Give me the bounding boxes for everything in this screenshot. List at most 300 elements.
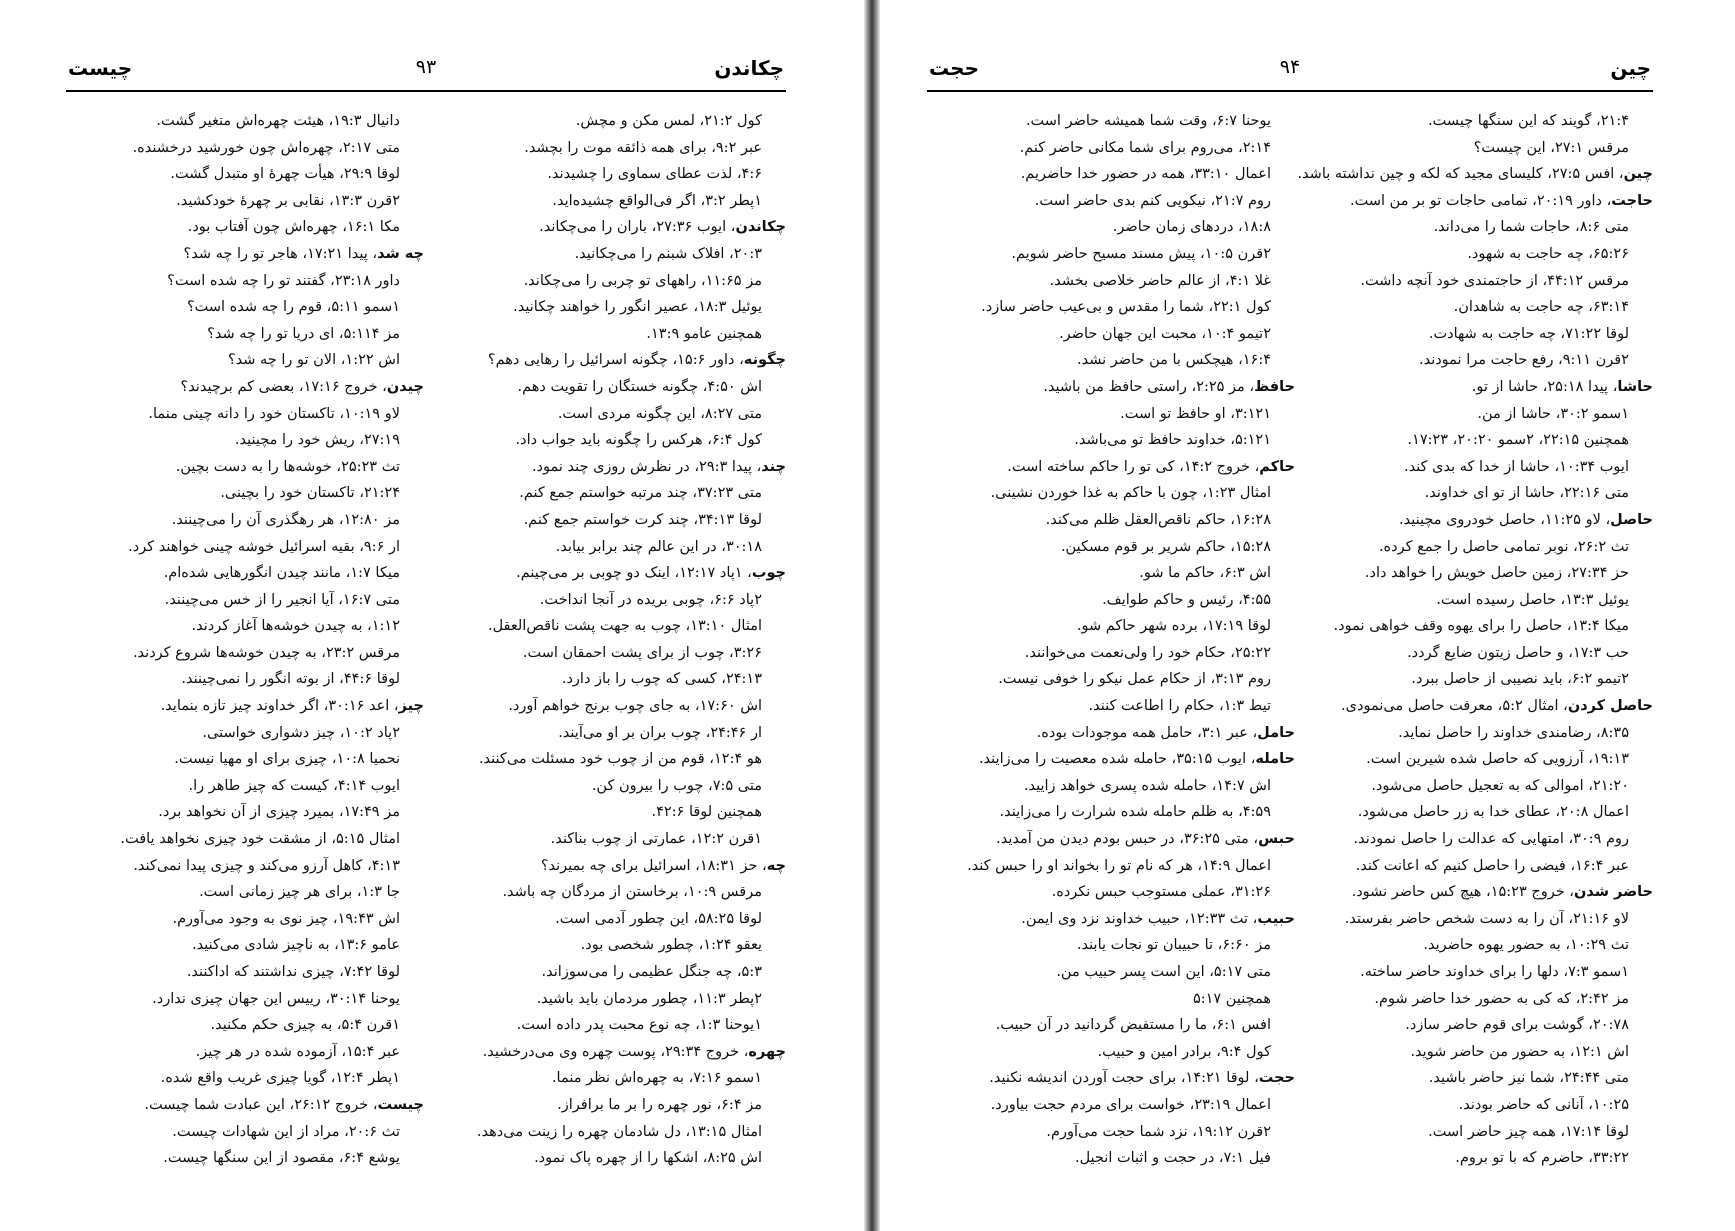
entry-line <box>1313 826 1653 853</box>
entry-text: نحمیا ۱۰:۸، چیزی برای او مهیا نیست. <box>174 751 400 768</box>
entry-text: متی ۲۴:۴۴، شما نیز حاضر باشید. <box>1428 1070 1629 1087</box>
entry-text: ۵:۳، چه جنگل عظیمی را می‌سوزاند. <box>541 964 762 980</box>
entry-text: عبر ۱۶:۴، فیضی را حاصل کنیم که اعانت کند. <box>1355 857 1629 874</box>
entry-text: ، ایوب ۳۵:۱۵، حامله شده معصیت را می‌زایند. <box>978 751 1256 768</box>
entry-text: ار ۲۴:۴۶، چوب بران بر او می‌آیند. <box>558 724 762 741</box>
entry-text: روم ۳:۱۳، از حکام عمل نیکو را خوفی نیست. <box>998 671 1271 688</box>
entry-text: ۲۴:۱۳، کسی که چوب را باز دارد. <box>561 671 762 688</box>
entry-line <box>1313 135 1653 162</box>
entry-text: ۲۱:۲۴، تاکستان خود را بچینی. <box>220 485 400 502</box>
entry-text: تث ۲۰:۶، مراد از این شهادات چیست. <box>172 1123 400 1140</box>
entry-line <box>1313 108 1653 135</box>
entry-text: ۵:۱۲۱، خداوند حافظ تو می‌باشد. <box>1074 432 1271 449</box>
entry-line <box>84 321 424 348</box>
entry-line <box>950 640 1295 667</box>
entry-line <box>84 773 424 800</box>
entry-text: یوحنا ۶:۷، وقت شما همیشه حاضر است. <box>1025 113 1271 129</box>
entry-line <box>84 1119 424 1146</box>
entry-headword-line <box>950 826 1295 853</box>
entry-line <box>1313 640 1653 667</box>
left-page-column-2 <box>84 108 424 1168</box>
entry-text: ۱قرن ۵:۴، به چیزی حکم مکنید. <box>210 1017 400 1034</box>
entry-line <box>950 1092 1295 1119</box>
entry-line <box>1313 480 1653 507</box>
entry-text: ، لاو ۱۱:۲۵، حاصل خودروی مچینید. <box>1399 511 1611 528</box>
entry-line <box>1313 932 1653 959</box>
entry-line <box>84 746 424 773</box>
entry-line <box>84 587 424 614</box>
entry-text: ۱یوحنا ۱:۳، چه نوع محبت پدر داده است. <box>516 1017 762 1034</box>
entry-text: اش ۱۴:۷، حامله شده پسری خواهد زایید. <box>1023 777 1271 794</box>
headword: چه <box>766 857 786 874</box>
entry-line <box>1313 986 1653 1013</box>
entry-text: یعقو ۱:۲۴، چطور شخصی بود. <box>580 937 762 954</box>
entry-line <box>446 879 786 906</box>
entry-text: ایوب ۴:۱۴، کیست که چیز طاهر را. <box>188 777 400 794</box>
entry-line <box>446 188 786 215</box>
entry-line <box>950 268 1295 295</box>
entry-text: ۳۱:۲۶، عملی مستوجب حبس نکرده. <box>1051 884 1271 901</box>
entry-text: مز ۱۷:۴۹، بمیرد چیزی از آن نخواهد برد. <box>158 804 400 821</box>
entry-text: متی ۳۷:۲۳، چند مرتبه خواستم جمع کنم. <box>519 485 762 502</box>
entry-line <box>84 108 424 135</box>
entry-line <box>84 161 424 188</box>
entry-line <box>1313 241 1653 268</box>
entry-text: جا ۱:۳، برای هر چیز زمانی است. <box>199 884 400 901</box>
right-page <box>880 0 1735 1231</box>
entry-text: ، افس ۲۷:۵، کلیسای مجید که لکه و چین نداشته باشد. <box>1297 166 1624 183</box>
entry-text: ۱سمو ۵:۱۱، قوم را چه شده است؟ <box>186 299 400 316</box>
headword: حامل <box>1257 724 1295 741</box>
entry-text: ۳:۱۲۱، او حافظ تو است. <box>1120 405 1271 422</box>
entry-line <box>1313 746 1653 773</box>
headword: حاکم <box>1259 458 1295 475</box>
entry-line <box>950 108 1295 135</box>
headword: چیز <box>398 698 424 715</box>
entry-text: ۱پطر ۳:۲، اگر فی‌الواقع چشیده‌اید. <box>552 192 762 209</box>
entry-line <box>446 108 786 135</box>
entry-line <box>1313 1065 1653 1092</box>
entry-text: متی ۸:۲۷، این چگونه مردی است. <box>557 405 762 422</box>
entry-text: ۴:۵۹، به ظلم حامله شده شرارت را می‌زایند. <box>999 804 1271 821</box>
entry-text: متی ۲۲:۱۶، حاشا از تو ای خداوند. <box>1424 485 1629 502</box>
entry-text: اش ۱۹:۴۳، چیز نوی به وجود می‌آورم. <box>172 910 400 927</box>
entry-headword-line <box>1313 374 1653 401</box>
entry-headword-line <box>1313 693 1653 720</box>
entry-text: عبر ۹:۲، برای همه ذائقه موت را بچشد. <box>524 139 762 156</box>
entry-line <box>1313 720 1653 747</box>
entry-text: ۱۶:۲۸، حاکم ناقص‌العقل ظلم می‌کند. <box>1045 511 1271 528</box>
entry-line <box>1313 268 1653 295</box>
entry-line <box>1313 1092 1653 1119</box>
headword: چه شد <box>377 245 424 262</box>
entry-text: ، مز ۲:۲۵، راستی حافظ من باشید. <box>1043 378 1255 395</box>
entry-text: ۱۶:۴، هیچکس با من حاضر نشد. <box>1077 352 1271 369</box>
entry-line <box>950 480 1295 507</box>
entry-text: روم ۲۱:۷، نیکویی کنم بدی حاضر است. <box>1034 192 1271 209</box>
entry-line <box>950 401 1295 428</box>
entry-text: همچنین لوقا ۴۲:۶. <box>651 804 762 821</box>
headword: حافظ <box>1254 378 1295 395</box>
entry-line <box>446 640 786 667</box>
entry-text: مرقس ۴۴:۱۲، از حاجتمندی خود آنچه داشت. <box>1360 272 1629 289</box>
entry-text: مز ۱۲:۸۰، هر رهگذری آن را می‌چینند. <box>171 511 400 528</box>
entry-text: ، خروج ۱۷:۱۶، بعضی کم برچیدند؟ <box>180 378 387 395</box>
entry-headword-line <box>446 1039 786 1066</box>
entry-line <box>84 560 424 587</box>
entry-line <box>950 666 1295 693</box>
entry-line <box>84 826 424 853</box>
entry-headword-line <box>950 374 1295 401</box>
entry-line <box>950 853 1295 880</box>
entry-headword-line <box>84 693 424 720</box>
entry-text: همچنین ۵:۱۷ <box>1192 990 1271 1007</box>
entry-text: لوقا ۲۹:۹، هیأت چهرهٔ او متبدل گشت. <box>170 166 400 183</box>
entry-line <box>950 773 1295 800</box>
entry-line <box>84 640 424 667</box>
entry-line <box>446 374 786 401</box>
entry-line <box>446 1119 786 1146</box>
entry-text: ، تث ۱۲:۳۳، حبیب خداوند نزد وی ایمن. <box>1021 910 1258 927</box>
entry-text: متی ۵:۱۷، این است پسر حبیب من. <box>1056 964 1271 980</box>
entry-line <box>1313 294 1653 321</box>
entry-headword-line <box>84 374 424 401</box>
book-gutter <box>864 0 880 1231</box>
header-last-word: چیست <box>68 56 133 80</box>
headword: چیدن <box>386 378 424 395</box>
entry-text: ، داور ۲۰:۱۹، تمامی حاجات تو بر من است. <box>1350 192 1612 209</box>
entry-line <box>1313 454 1653 481</box>
entry-text: عبر ۱۵:۴، آزموده شده در هر چیز. <box>195 1043 400 1060</box>
entry-text: ۱سمو ۷:۳، دلها را برای خداوند حاضر ساخته. <box>1360 964 1629 980</box>
entry-line <box>84 986 424 1013</box>
entry-text: لوقا ۷:۴۲، چیزی نداشتند که اداکنند. <box>186 964 400 980</box>
entry-text: ، لوقا ۱۴:۲۱، برای حجت آوردن اندیشه نکنید. <box>989 1070 1259 1087</box>
entry-text: ۲قرن ۹:۱۱، رفع حاجت مرا نمودند. <box>1418 352 1629 369</box>
entry-text: ۲قرن ۱۰:۵، پیش مسند مسیح حاضر شویم. <box>1011 245 1271 262</box>
entry-text: مز ۶:۶۰، تا حبیبان تو نجات یابند. <box>1076 937 1271 954</box>
entry-text: متی ۱۶:۷، آیا انجیر را از خس می‌چینند. <box>164 591 400 608</box>
entry-line <box>950 587 1295 614</box>
headword: چیست <box>377 1096 424 1113</box>
entry-line <box>446 693 786 720</box>
headword: حجت <box>1258 1070 1295 1087</box>
entry-text: امثال ۵:۱۵، از مشقت خود چیزی نخواهد یافت. <box>120 831 400 848</box>
entry-text: داور ۲۳:۱۸، گفتند تو را چه شده است؟ <box>167 272 400 289</box>
entry-line <box>446 932 786 959</box>
entry-line <box>446 480 786 507</box>
entry-text: مز ۱۱:۶۵، راههای تو چربی را می‌چکاند. <box>523 272 762 289</box>
entry-text: اش ۱۷:۶۰، به جای چوب برنج خواهم آورد. <box>508 698 762 715</box>
entry-headword-line <box>950 1065 1295 1092</box>
entry-text: اعمال ۱۴:۹، هر که نام تو را بخواند او را حبس کند. <box>967 857 1271 874</box>
entry-line <box>1313 560 1653 587</box>
entry-line <box>446 799 786 826</box>
page-number: ۹۳ <box>415 56 437 78</box>
entry-line <box>446 986 786 1013</box>
entry-text: ۳۰:۱۸، در این عالم چند برابر بیابد. <box>555 538 762 555</box>
entry-text: ۲قرن ۱۹:۱۲، نزد شما حجت می‌آورم. <box>1046 1123 1271 1140</box>
entry-text: اش ۴:۵۰، چگونه خستگان را تقویت دهم. <box>517 378 762 395</box>
entry-line <box>950 986 1295 1013</box>
entry-text: لوقا ۱۷:۱۴، همه چیز حاضر است. <box>1428 1123 1629 1140</box>
entry-line <box>1313 347 1653 374</box>
entry-line <box>84 268 424 295</box>
entry-text: ، متی ۳۶:۲۵، در حبس بودم دیدن من آمدید. <box>996 831 1259 848</box>
entry-line <box>446 507 786 534</box>
entry-text: ۱سمو ۳۰:۲، حاشا از من. <box>1477 405 1629 422</box>
entry-text: تث ۱۰:۲۹، به حضور یهوه حاضرید. <box>1423 937 1629 954</box>
entry-text: ۱۸:۸، دردهای زمان حاضر. <box>1112 219 1271 236</box>
entry-text: ۲۷:۱۹، ریش خود را مچینید. <box>234 432 400 449</box>
entry-line <box>446 534 786 561</box>
headword: حامله <box>1255 751 1295 768</box>
entry-headword-line <box>950 454 1295 481</box>
entry-text: روم ۳۰:۹، امتهایی که عدالت را حاصل نمودند. <box>1353 831 1629 848</box>
entry-text: ۴:۶، لذت عطای سماوی را چشیدند. <box>547 166 762 183</box>
entry-text: اعمال ۳۳:۱۰، همه در حضور خدا حاضریم. <box>1020 166 1271 183</box>
entry-text: کول ۹:۴، برادر امین و حبیب. <box>1097 1043 1271 1060</box>
entry-text: ۲۰:۳، افلاک شبنم را می‌چکانید. <box>574 245 762 262</box>
entry-text: ۳۳:۲۲، حاضرم که با تو بروم. <box>1455 1150 1629 1167</box>
entry-text: اش ۶:۳، حاکم ما شو. <box>1139 565 1271 582</box>
entry-line <box>446 613 786 640</box>
entry-line <box>446 401 786 428</box>
entry-text: عامو ۱۳:۶، به ناچیز شادی می‌کنید. <box>191 937 400 954</box>
entry-text: حب ۱۷:۳، و حاصل زیتون ضایع گردد. <box>1407 644 1629 661</box>
entry-line <box>446 161 786 188</box>
entry-line <box>84 347 424 374</box>
entry-line <box>950 613 1295 640</box>
entry-text: افس ۶:۱، ما را مستفیض گردانید در آن حبیب. <box>995 1017 1271 1034</box>
header-first-word: چین <box>1610 56 1651 80</box>
entry-text: متی ۲:۱۷، چهره‌اش چون خورشید درخشنده. <box>132 139 400 156</box>
entry-text: ۲پطر ۱۱:۳، چطور مردمان باید باشید. <box>536 990 762 1007</box>
entry-text: تیط ۱:۳، حکام را اطاعت کنند. <box>1088 698 1271 715</box>
entry-line <box>446 1065 786 1092</box>
entry-line <box>446 773 786 800</box>
headword: چکاندن <box>735 219 786 236</box>
entry-text: مز ۲:۴۲، که کی به حضور خدا حاضر شوم. <box>1374 990 1629 1007</box>
entry-line <box>950 1145 1295 1172</box>
entry-text: متی ۷:۵، چوب را بیرون کن. <box>591 777 762 794</box>
entry-text: کول ۲۱:۲، لمس مکن و مچش. <box>575 113 762 129</box>
entry-headword-line <box>950 746 1295 773</box>
entry-line <box>446 1012 786 1039</box>
entry-line <box>1313 427 1653 454</box>
entry-headword-line <box>1297 161 1653 188</box>
entry-line <box>950 214 1295 241</box>
entry-line <box>1313 587 1653 614</box>
entry-text: ۶۵:۲۶، چه حاجت به شهود. <box>1467 245 1629 262</box>
entry-text: مرقس ۱۰:۹، برخاستن از مردگان چه باشد. <box>502 884 762 901</box>
entry-line <box>950 427 1295 454</box>
entry-line <box>84 534 424 561</box>
entry-text: ۸:۳۵، رضامندی خداوند را حاصل نماید. <box>1398 724 1629 741</box>
entry-headword-line <box>84 241 424 268</box>
entry-text: غلا ۴:۱، از عالم حاضر خلاصی بخشد. <box>1049 272 1271 289</box>
entry-text: ۲۰:۷۸، گوشت برای قوم حاضر سازد. <box>1405 1017 1629 1034</box>
entry-line <box>446 321 786 348</box>
entry-text: یوشع ۶:۴، مقصود از این سنگها چیست. <box>163 1150 400 1167</box>
entry-line <box>950 347 1295 374</box>
entry-text: ۱پطر ۱۲:۴، گویا چیزی غریب واقع شده. <box>160 1070 400 1087</box>
entry-text: متی ۸:۶، حاجات شما را می‌داند. <box>1433 219 1629 236</box>
entry-line <box>84 1039 424 1066</box>
entry-line <box>84 959 424 986</box>
entry-text: ار ۹:۶، بقیه اسرائیل خوشه چینی خواهند کرد. <box>128 538 400 555</box>
entry-text: لاو ۲۱:۱۶، آن را به دست شخص حاضر بفرستد. <box>1344 910 1629 927</box>
entry-text: ، خروج ۲۶:۱۲، این عبادت شما چیست. <box>144 1096 378 1113</box>
entry-line <box>84 932 424 959</box>
headword: چوب <box>751 565 786 582</box>
headword: حاجت <box>1611 192 1653 209</box>
entry-text: اش ۱:۲۲، الان تو را چه شد؟ <box>227 352 400 369</box>
headword: چند <box>761 458 786 475</box>
entry-text: ۳:۲۶، چوب از برای پشت احمقان است. <box>522 644 762 661</box>
headword: حاصل <box>1610 511 1653 528</box>
entry-text: ۲۵:۲۲، حکام خود را ولی‌نعمت می‌خوانند. <box>1024 644 1271 661</box>
entry-line <box>84 294 424 321</box>
entry-headword-line <box>84 1092 424 1119</box>
entry-line <box>84 853 424 880</box>
entry-line <box>950 932 1295 959</box>
entry-text: کول ۲۲:۱، شما را مقدس و بی‌عیب حاضر سازد. <box>981 299 1271 316</box>
entry-text: ۴:۵۵، رئیس و حاکم طوایف. <box>1102 591 1271 608</box>
entry-line <box>84 879 424 906</box>
entry-text: دانیال ۱۹:۳، هیئت چهره‌اش متغیر گشت. <box>156 113 400 129</box>
entry-line <box>446 666 786 693</box>
entry-line <box>84 906 424 933</box>
entry-line <box>84 480 424 507</box>
entry-text: لوقا ۷۱:۲۲، چه حاجت به شهادت. <box>1428 325 1629 342</box>
entry-text: لوقا ۴۴:۶، از بوته انگور را نمی‌چینند. <box>181 671 400 688</box>
entry-line <box>84 1012 424 1039</box>
entry-line <box>950 560 1295 587</box>
entry-line <box>950 879 1295 906</box>
entry-line <box>950 188 1295 215</box>
entry-headword-line <box>950 906 1295 933</box>
entry-text: یوحنا ۳۰:۱۴، رییس این جهان چیزی ندارد. <box>152 990 400 1007</box>
entry-line <box>446 294 786 321</box>
entry-headword-line <box>1313 188 1653 215</box>
entry-line <box>1313 613 1653 640</box>
entry-line <box>1313 906 1653 933</box>
entry-line <box>446 746 786 773</box>
entry-line <box>950 321 1295 348</box>
entry-text: لوقا ۳۴:۱۳، چند کرت خواستم جمع کنم. <box>523 511 762 528</box>
left-page <box>0 0 864 1231</box>
headword: چهره <box>748 1043 786 1060</box>
entry-text: اش ۸:۲۵، اشکها را از چهره پاک نمود. <box>534 1150 762 1167</box>
entry-headword-line <box>446 560 786 587</box>
entry-text: حز ۲۷:۳۴، زمین حاصل خویش را خواهد داد. <box>1364 565 1629 582</box>
entry-headword-line <box>446 454 786 481</box>
entry-line <box>84 613 424 640</box>
entry-line <box>1313 1145 1653 1172</box>
entry-text: لوقا ۵۸:۲۵، این چطور آدمی است. <box>555 910 762 927</box>
entry-line <box>1313 1039 1653 1066</box>
entry-line <box>1313 666 1653 693</box>
entry-line <box>1313 799 1653 826</box>
entry-line <box>84 427 424 454</box>
entry-line <box>84 720 424 747</box>
headword: چگونه <box>743 352 786 369</box>
entry-text: مرقس ۲۳:۲، به چیدن خوشه‌ها شروع کردند. <box>132 644 400 661</box>
right-page-column-2 <box>950 108 1295 1168</box>
entry-line <box>1313 853 1653 880</box>
entry-text: ، پیدا ۱۷:۲۱، هاجر تو را چه شد؟ <box>183 245 378 262</box>
entry-text: تث ۲۵:۲۳، خوشه‌ها را به دست بچین. <box>175 458 400 475</box>
headword: حبس <box>1258 831 1295 848</box>
entry-text: ۲پاد ۱۰:۲، چیز دشواری خواستی. <box>202 724 400 741</box>
entry-line <box>1313 959 1653 986</box>
entry-text: لاو ۱۰:۱۹، تاکستان خود را دانه چینی منما. <box>148 405 400 422</box>
entry-line <box>950 507 1295 534</box>
entry-text: ۱۰:۲۵، آنانی که حاضر بودند. <box>1458 1096 1629 1113</box>
entry-text: فیل ۷:۱، در حجت و اثبات انجیل. <box>1074 1150 1271 1167</box>
left-page-column-1 <box>446 108 786 1168</box>
entry-text: ۲پاد ۶:۶، چوبی بریده در آنجا انداخت. <box>539 591 762 608</box>
entry-text: ۱سمو ۷:۱۶، به چهره‌اش نظر منما. <box>551 1070 762 1087</box>
entry-line <box>1313 773 1653 800</box>
entry-text: ایوب ۱۰:۳۴، حاشا از خدا که بدی کند. <box>1404 458 1629 475</box>
entry-text: یوئیل ۱۳:۳، حاصل رسیده است. <box>1436 591 1629 608</box>
entry-line <box>446 241 786 268</box>
entry-text: ۱۵:۲۸، حاکم شریر بر قوم مسکین. <box>1060 538 1271 555</box>
entry-text: مکا ۱۶:۱، چهره‌اش چون آفتاب بود. <box>187 219 400 236</box>
entry-line <box>84 135 424 162</box>
entry-text: ۶۳:۱۴، چه حاجت به شاهدان. <box>1453 299 1629 316</box>
headword: چین <box>1623 166 1653 183</box>
entry-line <box>446 268 786 295</box>
entry-line <box>446 1092 786 1119</box>
entry-line <box>84 1065 424 1092</box>
entry-text: ، داور ۱۵:۶، چگونه اسرائیل را رهایی دهم؟ <box>487 352 744 369</box>
entry-line <box>950 693 1295 720</box>
entry-text: هو ۱۲:۴، قوم من از چوب خود مسئلت می‌کنند. <box>478 751 762 768</box>
entry-text: ۲۱:۲۰، اموالی که به تعجیل حاصل می‌شود. <box>1371 777 1629 794</box>
entry-line <box>950 1119 1295 1146</box>
header-last-word: حجت <box>929 56 979 80</box>
entry-text: امثال ۱۳:۱۵، دل شادمان چهره را زینت می‌دهد. <box>476 1123 762 1140</box>
entry-line <box>950 161 1295 188</box>
entry-line <box>1313 1012 1653 1039</box>
entry-line <box>84 454 424 481</box>
headword: حاضر شدن <box>1574 884 1653 901</box>
entry-text: ۲تیمو ۶:۲، باید نصیبی از حاصل ببرد. <box>1411 671 1629 688</box>
entry-line <box>446 427 786 454</box>
headword: حاصل کردن <box>1567 698 1653 715</box>
right-page-column-1 <box>1297 108 1653 1168</box>
entry-line <box>446 959 786 986</box>
entry-headword-line <box>1313 507 1653 534</box>
entry-text: ۴:۱۳، کاهل آرزو می‌کند و چیزی پیدا نمی‌کند. <box>133 857 400 874</box>
entry-line <box>446 135 786 162</box>
entry-headword-line <box>446 347 786 374</box>
entry-line <box>446 720 786 747</box>
entry-headword-line <box>446 853 786 880</box>
entry-text: ۱۹:۱۳، آرزویی که حاصل شده شیرین است. <box>1366 751 1629 768</box>
entry-text: ، خروج ۲۹:۳۴، پوست چهره وی می‌درخشید. <box>482 1043 749 1060</box>
entry-text: ، ۱پاد ۱۲:۱۷، اینک دو چوبی بر می‌چینم. <box>516 565 752 582</box>
entry-line <box>950 135 1295 162</box>
entry-text: ۲۱:۴، گویند که این سنگها چیست. <box>1428 113 1629 129</box>
entry-line <box>950 241 1295 268</box>
entry-text: کول ۶:۴، هرکس را چگونه باید جواب داد. <box>515 432 762 449</box>
entry-text: همچنین ۲۲:۱۵، ۲سمو ۲۰:۲۰، ۱۷:۲۳. <box>1407 432 1629 449</box>
entry-text: ۲قرن ۱۳:۳، نقابی بر چهرهٔ خودکشید. <box>176 192 400 209</box>
